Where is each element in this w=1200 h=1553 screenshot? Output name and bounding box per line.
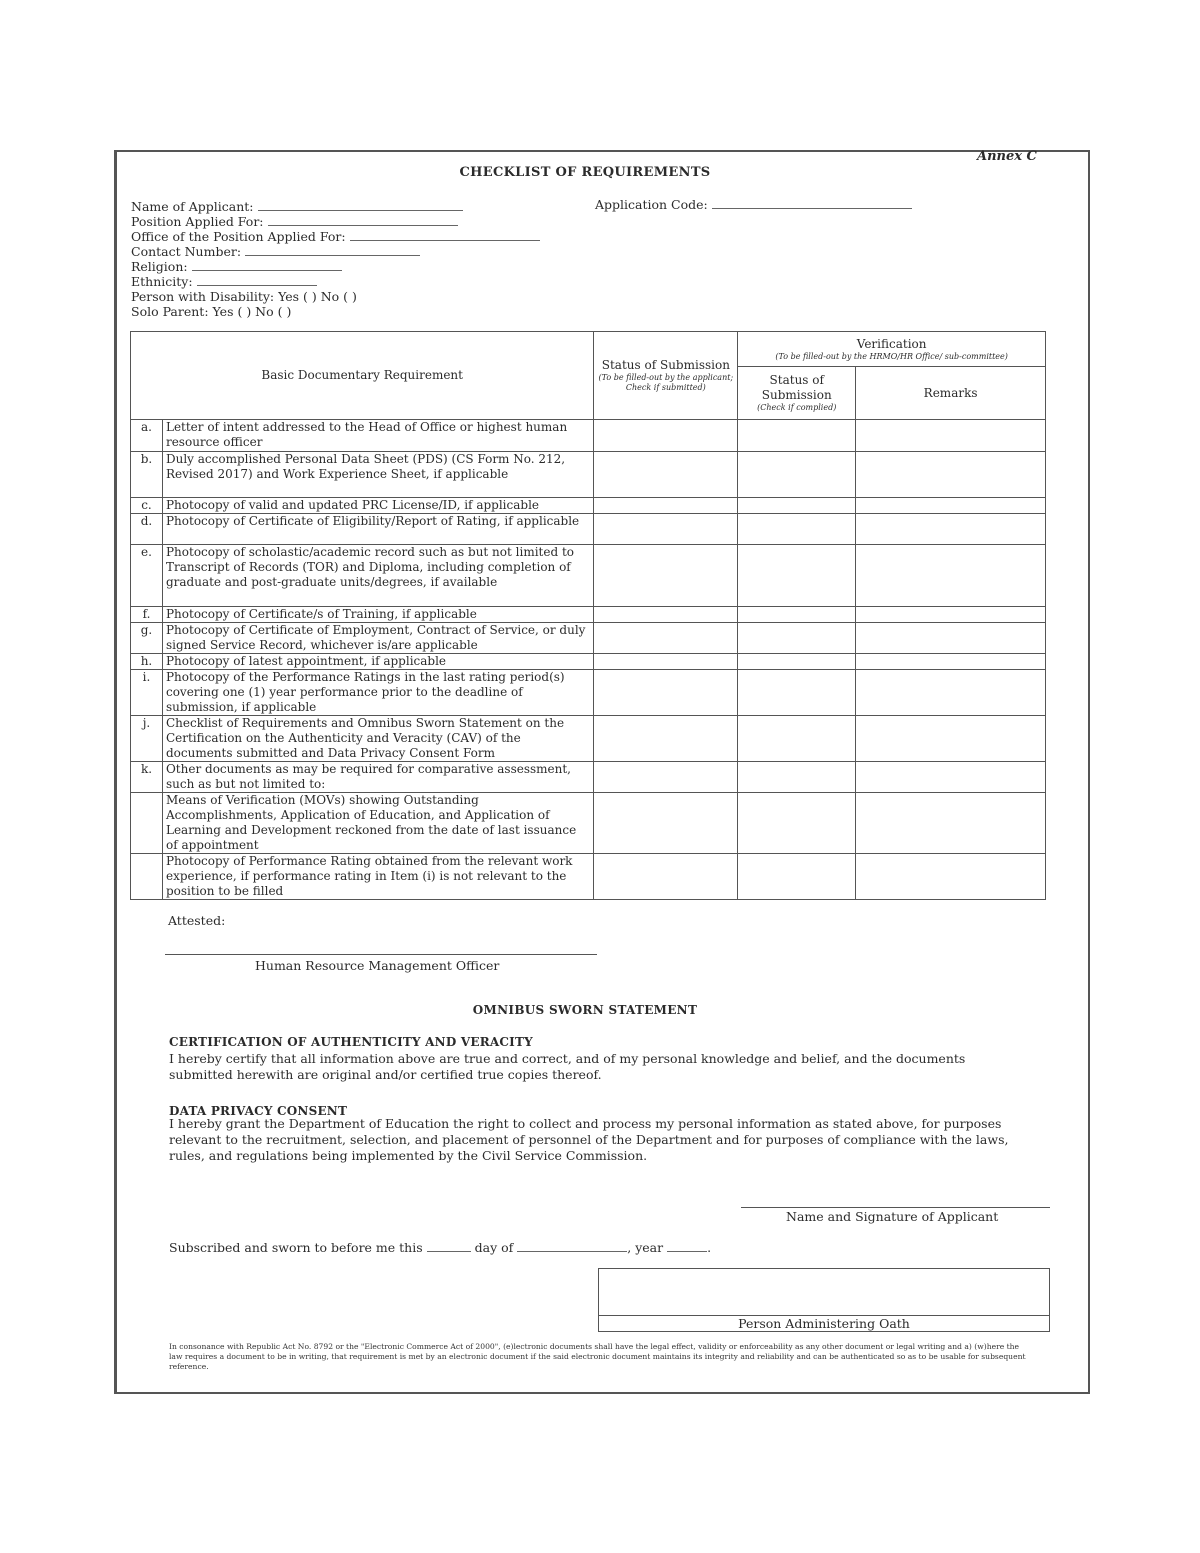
row-letter [131, 793, 163, 854]
row-letter: i. [131, 670, 163, 716]
row-letter: a. [131, 420, 163, 452]
table-row [131, 762, 1046, 793]
table-row [131, 514, 1046, 545]
row-remarks[interactable] [856, 793, 1046, 854]
row-applicant-status[interactable] [594, 716, 738, 762]
requirement-header: Basic Documentary Requirement [131, 332, 594, 420]
hrmo-signature-line[interactable] [165, 954, 597, 955]
status-header: Status of Submission (To be filled-out by the applicant; Check if submitted) [594, 332, 738, 420]
row-letter: h. [131, 654, 163, 670]
row-verification-status[interactable] [738, 514, 856, 545]
row-verification-status[interactable] [738, 498, 856, 514]
row-letter: b. [131, 452, 163, 498]
row-requirement: Means of Verification (MOVs) showing Outstanding Accomplishments, Application of Education, and Application of Learning and Development reckoned from the date of last issuance of appointment [162, 793, 593, 854]
contact-field[interactable]: Contact Number: [131, 244, 540, 259]
remarks-header: Remarks [856, 367, 1046, 420]
row-letter: c. [131, 498, 163, 514]
omnibus-title: OMNIBUS SWORN STATEMENT [472, 1003, 698, 1017]
table-row [131, 420, 1046, 452]
row-remarks[interactable] [856, 654, 1046, 670]
row-remarks[interactable] [856, 498, 1046, 514]
row-applicant-status[interactable] [594, 607, 738, 623]
table-row [131, 623, 1046, 654]
privacy-title: DATA PRIVACY CONSENT [169, 1104, 348, 1118]
row-requirement: Other documents as may be required for comparative assessment, such as but not limited to: [162, 762, 593, 793]
row-verification-status[interactable] [738, 793, 856, 854]
religion-field[interactable]: Religion: [131, 259, 540, 274]
table-row [131, 716, 1046, 762]
row-requirement: Checklist of Requirements and Omnibus Sworn Statement on the Certification on the Authenticity and Veracity (CAV) of the documents submitted and Data Privacy Consent Form [162, 716, 593, 762]
table-row [131, 607, 1046, 623]
row-applicant-status[interactable] [594, 514, 738, 545]
name-field[interactable]: Name of Applicant: [131, 199, 540, 214]
table-row [131, 452, 1046, 498]
pwd-field[interactable]: Person with Disability: Yes ( ) No ( ) [131, 289, 357, 304]
row-letter: d. [131, 514, 163, 545]
row-remarks[interactable] [856, 762, 1046, 793]
row-requirement: Photocopy of Certificate of Employment, Contract of Service, or duly signed Service Record, whichever is/are applicable [162, 623, 593, 654]
row-applicant-status[interactable] [594, 762, 738, 793]
table-row [131, 545, 1046, 607]
row-requirement: Photocopy of the Performance Ratings in the last rating period(s) covering one (1) year performance prior to the deadline of submission, if applicable [162, 670, 593, 716]
table-row [131, 654, 1046, 670]
row-letter: j. [131, 716, 163, 762]
cav-text: I hereby certify that all information above are true and correct, and of my personal knowledge and belief, and the documents submitted herewith are original and/or certified true copies thereof. [169, 1051, 966, 1082]
row-letter [131, 854, 163, 900]
row-letter: e. [131, 545, 163, 607]
row-requirement: Letter of intent addressed to the Head of Office or highest human resource officer [162, 420, 593, 452]
row-verification-status[interactable] [738, 762, 856, 793]
applicant-signature-label: Name and Signature of Applicant [786, 1209, 999, 1224]
attested-label: Attested: [168, 913, 226, 928]
applicant-fields [131, 199, 540, 319]
row-verification-status[interactable] [738, 654, 856, 670]
row-applicant-status[interactable] [594, 420, 738, 452]
row-verification-status[interactable] [738, 545, 856, 607]
row-applicant-status[interactable] [594, 452, 738, 498]
row-remarks[interactable] [856, 716, 1046, 762]
annex-label: Annex C [977, 149, 1037, 164]
row-remarks[interactable] [856, 420, 1046, 452]
ethnicity-field[interactable]: Ethnicity: [131, 274, 540, 289]
table-row [131, 670, 1046, 716]
verification-status-header: Status of Submission (Check if complied) [738, 367, 856, 420]
row-verification-status[interactable] [738, 452, 856, 498]
applicant-signature-line[interactable] [741, 1207, 1050, 1208]
sworn-statement: Subscribed and sworn to before me this day of , year . [169, 1240, 712, 1255]
year-blank[interactable] [667, 1241, 707, 1252]
row-applicant-status[interactable] [594, 670, 738, 716]
row-requirement: Duly accomplished Personal Data Sheet (PDS) (CS Form No. 212, Revised 2017) and Work Experience Sheet, if applicable [162, 452, 593, 498]
row-applicant-status[interactable] [594, 654, 738, 670]
row-verification-status[interactable] [738, 716, 856, 762]
row-remarks[interactable] [856, 623, 1046, 654]
hrmo-label: Human Resource Management Officer [255, 958, 500, 973]
row-verification-status[interactable] [738, 854, 856, 900]
table-row [131, 854, 1046, 900]
table-row [131, 793, 1046, 854]
row-requirement: Photocopy of scholastic/academic record such as but not limited to Transcript of Records (TOR) and Diploma, including completion of graduate and post-graduate units/degrees, if available [162, 545, 593, 607]
row-verification-status[interactable] [738, 670, 856, 716]
row-remarks[interactable] [856, 854, 1046, 900]
month-blank[interactable] [517, 1241, 627, 1252]
oath-box[interactable] [598, 1268, 1050, 1332]
position-field[interactable]: Position Applied For: [131, 214, 540, 229]
row-applicant-status[interactable] [594, 854, 738, 900]
row-letter: k. [131, 762, 163, 793]
row-remarks[interactable] [856, 514, 1046, 545]
row-remarks[interactable] [856, 545, 1046, 607]
solo-parent-field[interactable]: Solo Parent: Yes ( ) No ( ) [131, 304, 292, 319]
row-requirement: Photocopy of Certificate of Eligibility/Report of Rating, if applicable [162, 514, 593, 545]
footnote: In consonance with Republic Act No. 8792 or the "Electronic Commerce Act of 2000", (e)lectronic documents shall have the legal effect, validity or enforceability as any other document or legal writing and a) (w)here the law requires a document to be in writing, that requirement is met by an electronic document if the said electronic document maintains its integrity and reliability and can be authenticated so as to be usable for subsequent reference. [169, 1342, 1026, 1371]
row-requirement: Photocopy of latest appointment, if applicable [162, 654, 593, 670]
office-field[interactable]: Office of the Position Applied For: [131, 229, 540, 244]
application-code-field[interactable]: Application Code: [595, 197, 912, 212]
row-remarks[interactable] [856, 607, 1046, 623]
privacy-text: I hereby grant the Department of Education the right to collect and process my personal information as stated above, for purposes relevant to the recruitment, selection, and placement of personnel of the Department and for purposes of compliance with the laws, rules, and regulations being implemented by the Civil Service Commission. [169, 1116, 1009, 1163]
row-applicant-status[interactable] [594, 498, 738, 514]
cav-title: CERTIFICATION OF AUTHENTICITY AND VERACITY [169, 1035, 533, 1049]
day-blank[interactable] [427, 1241, 471, 1252]
row-requirement: Photocopy of Certificate/s of Training, if applicable [162, 607, 593, 623]
row-applicant-status[interactable] [594, 545, 738, 607]
row-applicant-status[interactable] [594, 793, 738, 854]
oath-label: Person Administering Oath [599, 1315, 1049, 1331]
row-requirement: Photocopy of valid and updated PRC License/ID, if applicable [162, 498, 593, 514]
row-remarks[interactable] [856, 452, 1046, 498]
row-verification-status[interactable] [738, 420, 856, 452]
row-verification-status[interactable] [738, 607, 856, 623]
row-verification-status[interactable] [738, 623, 856, 654]
row-letter: g. [131, 623, 163, 654]
row-letter: f. [131, 607, 163, 623]
requirements-table [130, 331, 1046, 900]
page-title: CHECKLIST OF REQUIREMENTS [459, 165, 711, 180]
verification-header: Verification (To be filled-out by the HRMO/HR Office/ sub-committee) [738, 332, 1046, 367]
row-applicant-status[interactable] [594, 623, 738, 654]
row-requirement: Photocopy of Performance Rating obtained from the relevant work experience, if performance rating in Item (i) is not relevant to the position to be filled [162, 854, 593, 900]
table-row [131, 498, 1046, 514]
row-remarks[interactable] [856, 670, 1046, 716]
